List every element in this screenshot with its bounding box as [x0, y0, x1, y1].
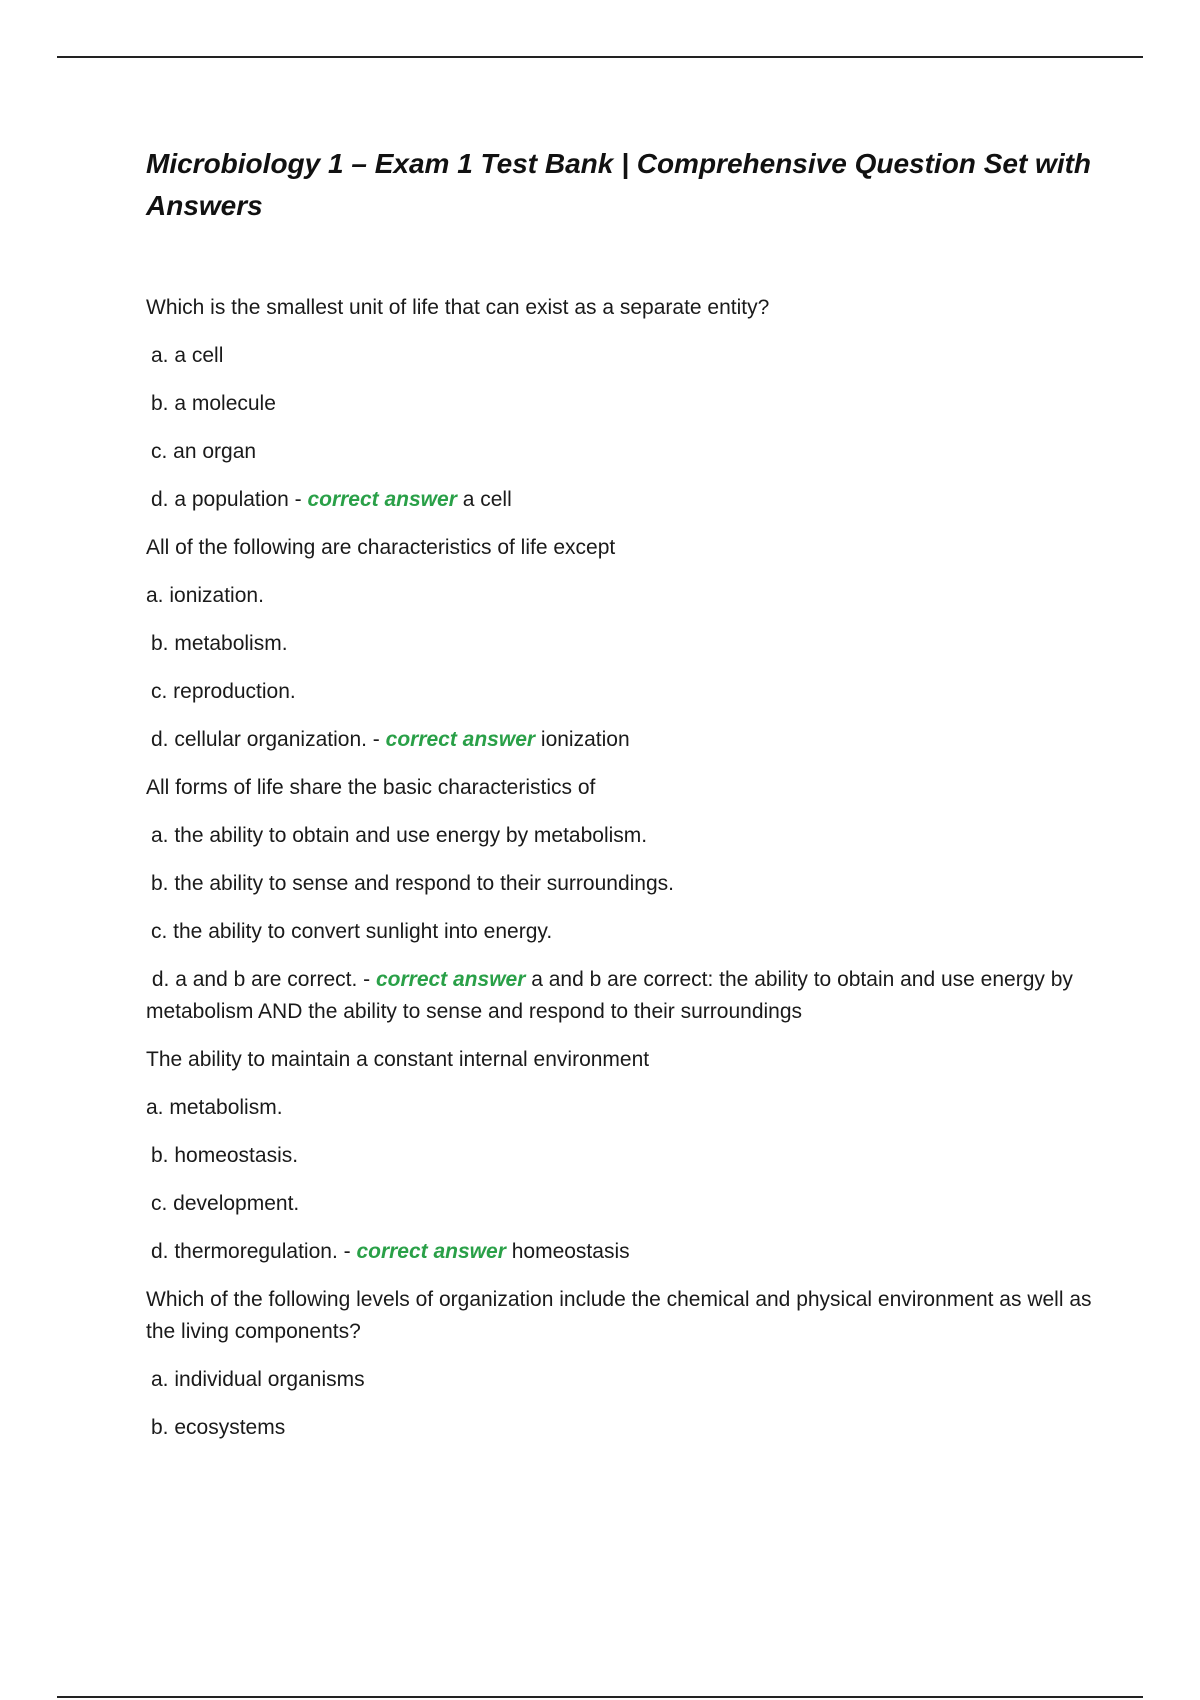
answer-text: a cell	[462, 488, 512, 511]
option-a: a. a cell	[151, 344, 224, 367]
answer-text: ionization	[540, 728, 630, 751]
option-d-with-answer	[146, 964, 1096, 1028]
question-stem: All of the following are characteristics of life except	[146, 536, 616, 559]
option-c: c. reproduction.	[151, 680, 296, 703]
option-d-with-answer	[146, 1236, 1096, 1268]
option-d-with-answer	[146, 484, 1096, 516]
option-b: b. the ability to sense and respond to their surroundings.	[151, 872, 674, 895]
question-3	[146, 772, 1096, 1028]
question-stem: Which of the following levels of organization include the chemical and physical environment as well as the living components?	[146, 1288, 1092, 1343]
option-c: c. development.	[151, 1192, 300, 1215]
option-d: d. a and b are correct. -	[151, 968, 371, 991]
page-title: Microbiology 1 – Exam 1 Test Bank | Comprehensive Question Set with Answers	[146, 148, 1092, 221]
question-2	[146, 532, 1096, 756]
option-d: d. cellular organization. -	[151, 728, 380, 751]
option-a: a. metabolism.	[146, 1096, 283, 1119]
question-4	[146, 1044, 1096, 1268]
option-b: b. ecosystems	[151, 1416, 286, 1439]
bottom-rule	[57, 1696, 1143, 1698]
option-b: b. a molecule	[151, 392, 276, 415]
option-d: d. thermoregulation. -	[151, 1240, 351, 1263]
top-rule	[57, 56, 1143, 58]
option-b: b. homeostasis.	[151, 1144, 299, 1167]
question-1	[146, 292, 1096, 516]
question-stem: The ability to maintain a constant internal environment	[146, 1048, 650, 1071]
document-body	[146, 143, 1096, 1460]
question-5	[146, 1284, 1096, 1444]
correct-answer-label: correct answer	[385, 728, 536, 751]
option-a: a. the ability to obtain and use energy by metabolism.	[151, 824, 648, 847]
answer-text: homeostasis	[511, 1240, 630, 1263]
correct-answer-label: correct answer	[307, 488, 457, 511]
question-stem: All forms of life share the basic characteristics of	[146, 776, 596, 799]
correct-answer-label: correct answer	[356, 1240, 506, 1263]
answer-text: a and b are correct: the ability to obtain and use energy by metabolism AND the ability to sense and respond to their surroundings	[146, 968, 1073, 1023]
option-d-with-answer	[146, 724, 1096, 756]
option-a: a. ionization.	[146, 584, 264, 607]
option-d: d. a population -	[151, 488, 302, 511]
option-b: b. metabolism.	[151, 632, 288, 655]
option-c: c. the ability to convert sunlight into energy.	[151, 920, 553, 943]
correct-answer-label: correct answer	[375, 968, 526, 991]
question-stem: Which is the smallest unit of life that can exist as a separate entity?	[146, 296, 770, 319]
option-a: a. individual organisms	[151, 1368, 365, 1391]
option-c: c. an organ	[151, 440, 257, 463]
